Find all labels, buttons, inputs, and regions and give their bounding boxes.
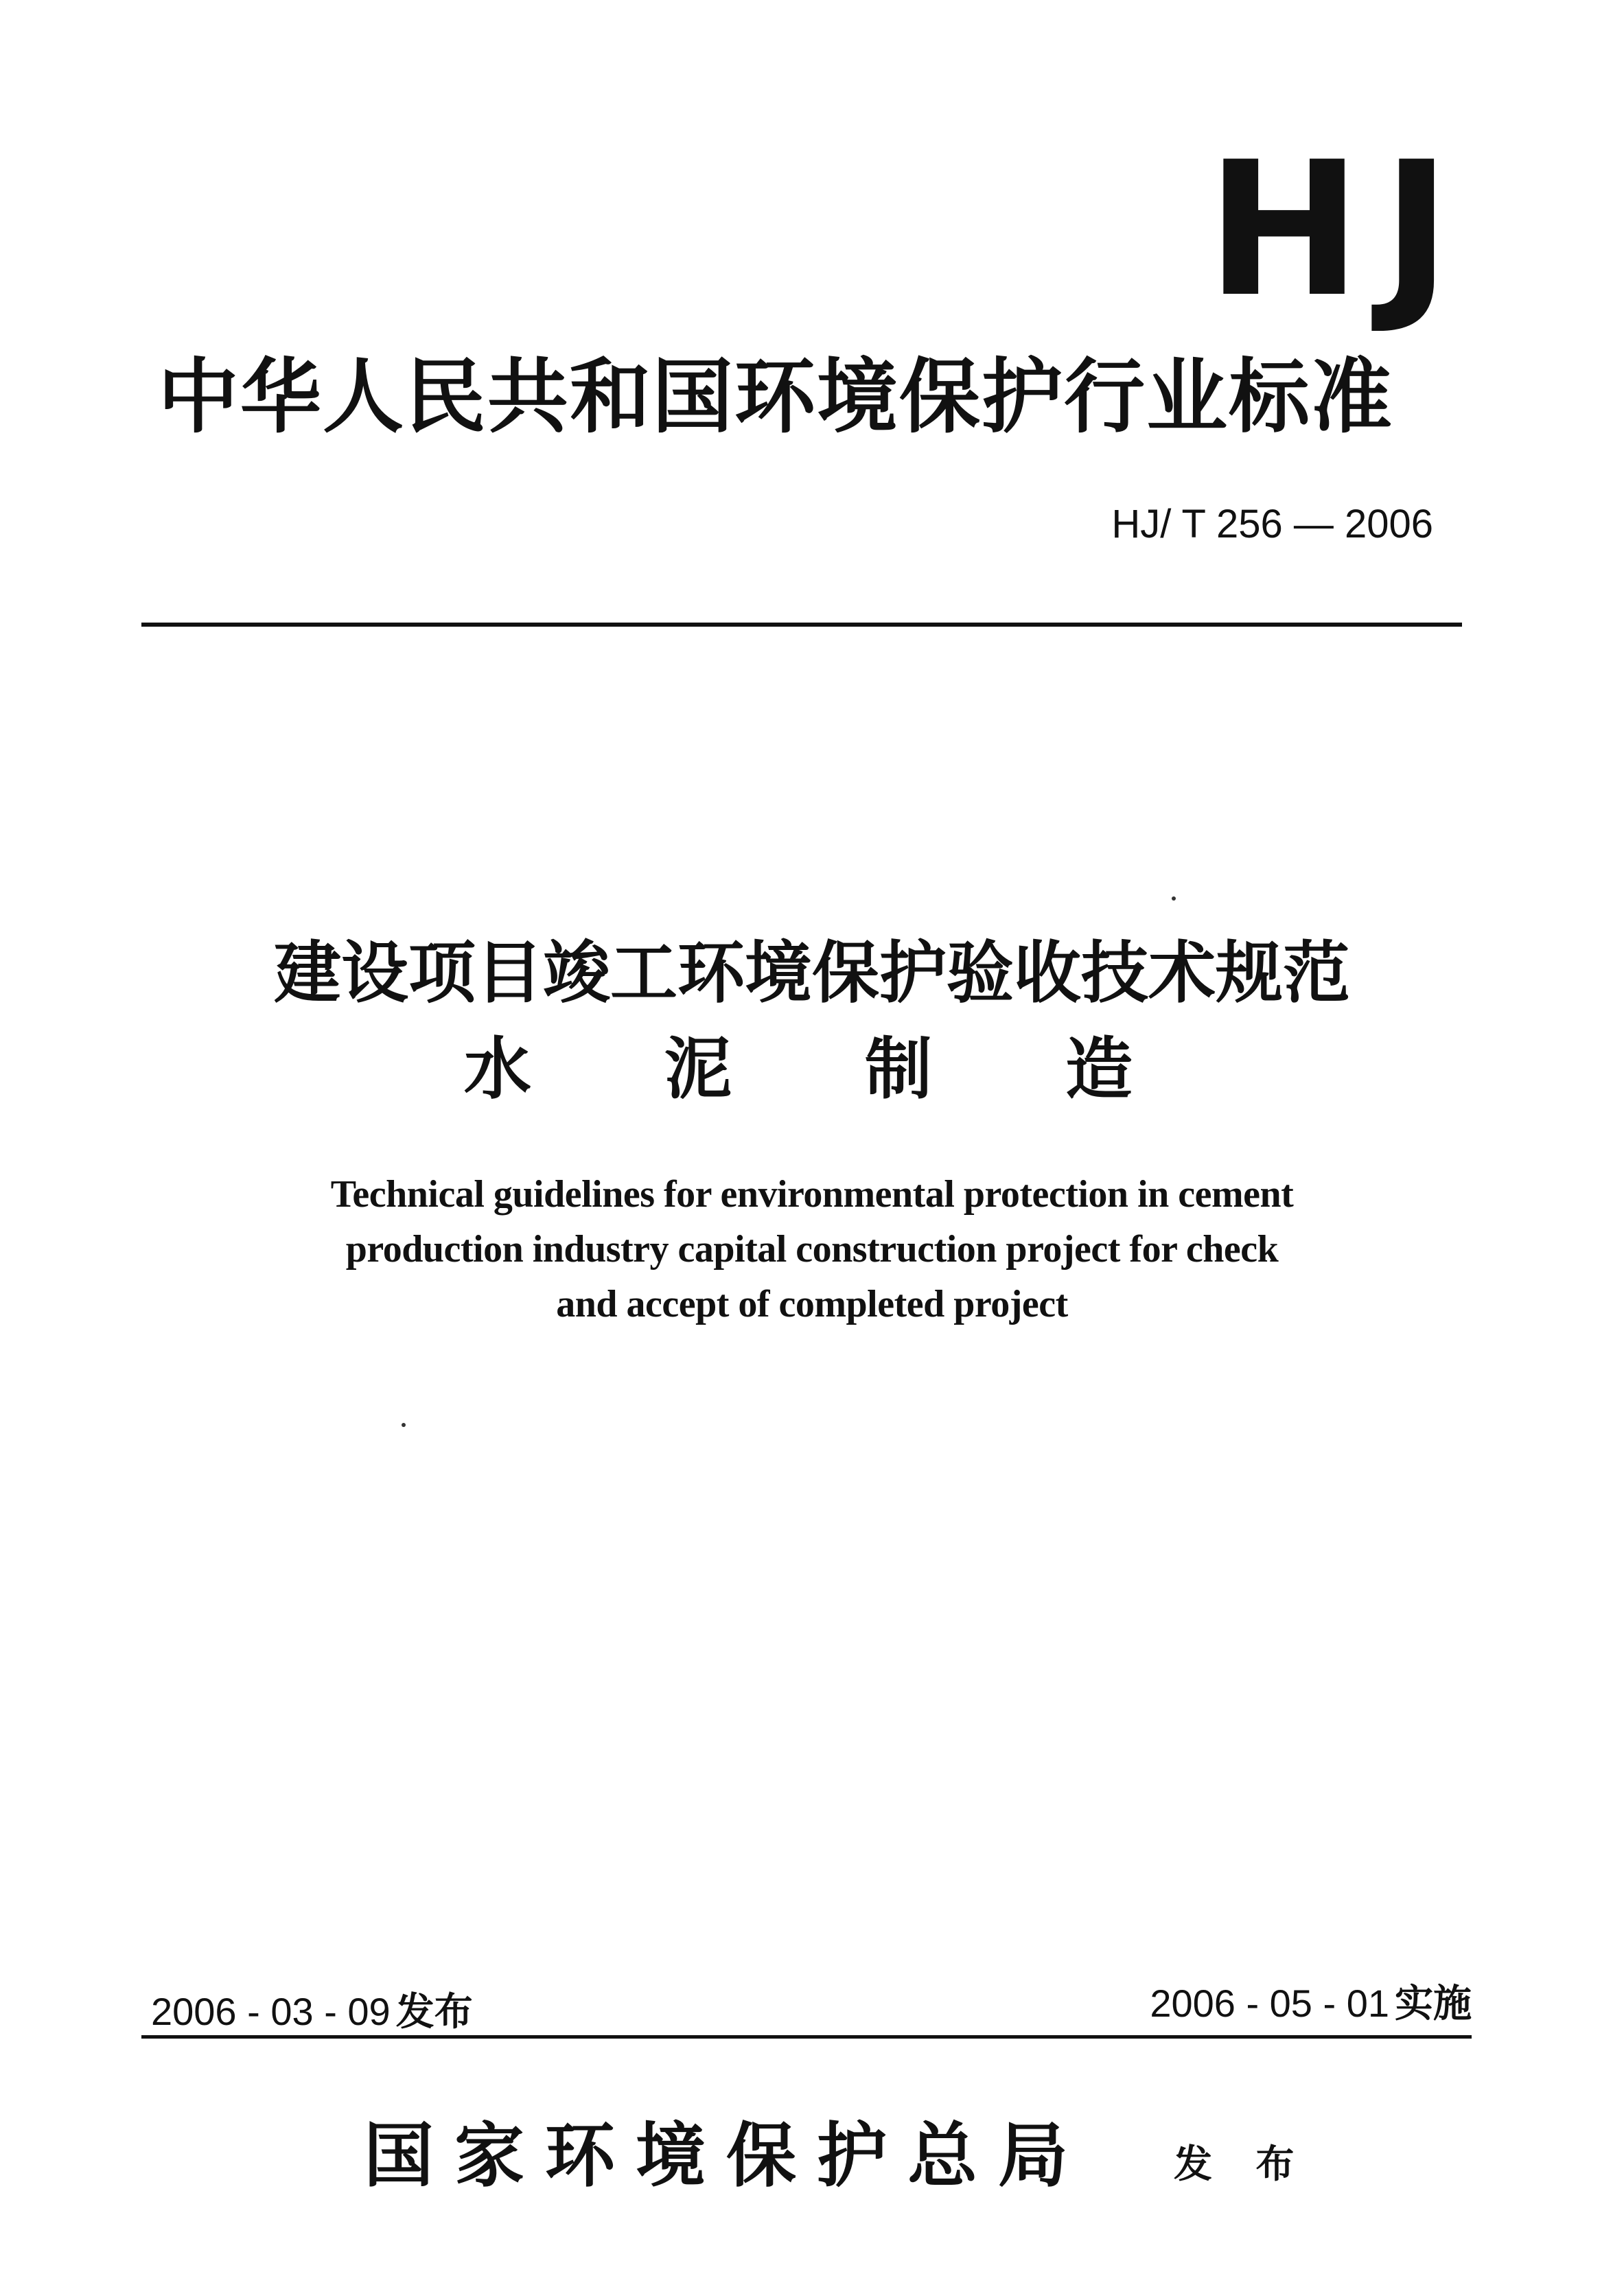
effective-label: 实施	[1395, 1982, 1472, 2026]
issue-label: 发布	[395, 1990, 473, 2034]
hj-logo: HJ	[1206, 121, 1472, 338]
english-title	[0, 1167, 1624, 1332]
standard-category-title: 中华人民共和国环境保护行业标准	[158, 349, 1394, 444]
bottom-divider	[141, 2035, 1472, 2039]
document-title: 建设项目竣工环境保护验收技术规范	[273, 934, 1350, 1012]
english-title-line: production industry capital construction project for check	[345, 1228, 1279, 1271]
english-title-line: and accept of completed project	[556, 1283, 1068, 1325]
standard-code: HJ/ T 256 — 2006	[1111, 502, 1433, 546]
document-subtitle: 水 泥 制 造	[463, 1030, 1188, 1109]
publish-label: 发 布	[1174, 2142, 1310, 2187]
issue-date	[151, 1991, 473, 2034]
effective-date-value: 2006 - 05 - 01	[1150, 1982, 1389, 2025]
scan-speck	[1172, 896, 1176, 901]
english-title-line: Technical guidelines for environmental protection in cement	[330, 1173, 1294, 1216]
issue-date-value: 2006 - 03 - 09	[151, 1990, 391, 2033]
effective-date	[1150, 1982, 1472, 2026]
scan-speck	[402, 1423, 406, 1427]
top-divider	[141, 623, 1462, 627]
publisher-name: 国家环境保护总局	[364, 2115, 1089, 2197]
